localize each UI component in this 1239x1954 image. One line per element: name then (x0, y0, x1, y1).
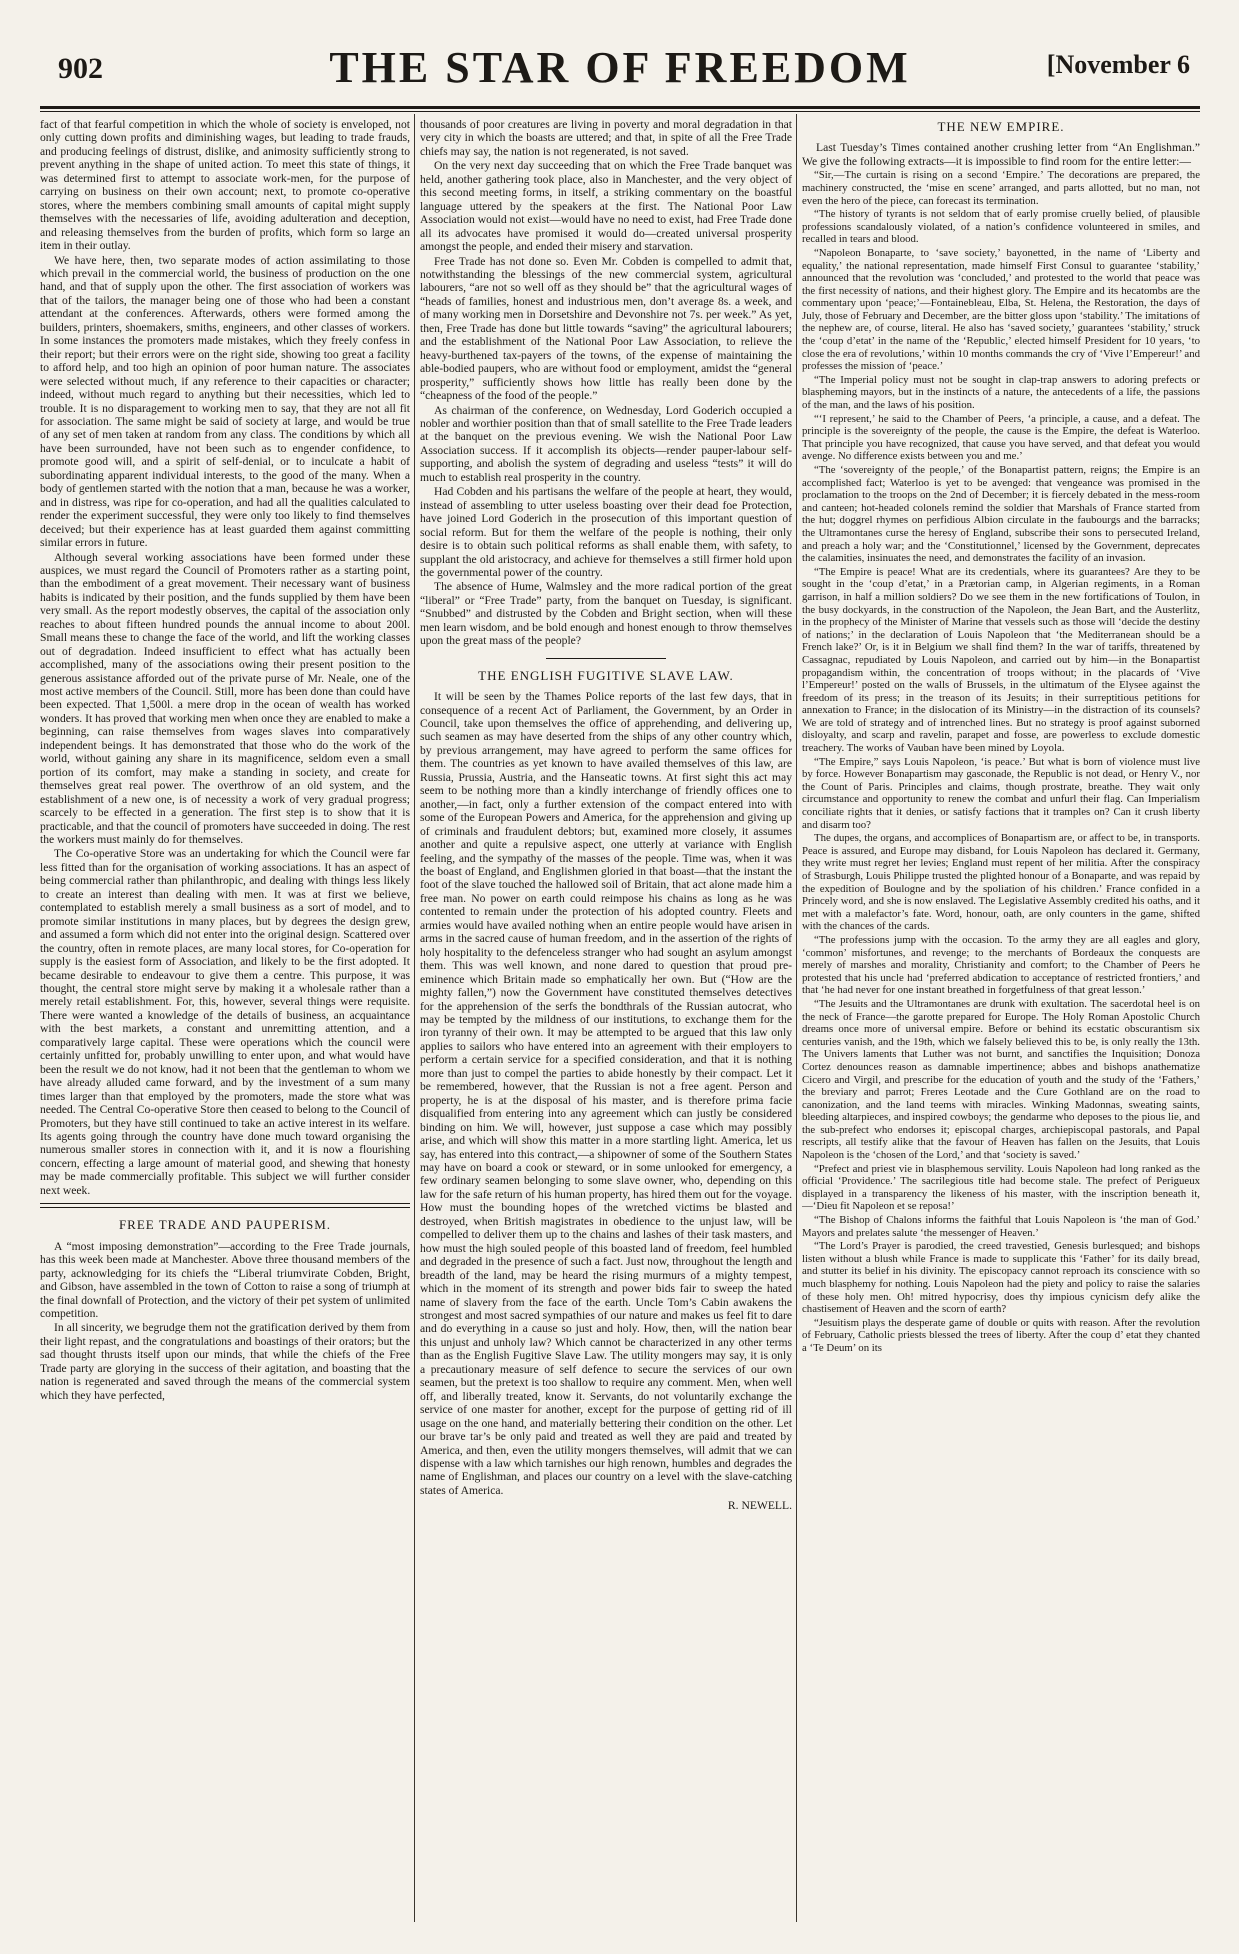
article-paragraph: The absence of Hume, Walmsley and the more radical portion of the great “liberal” or “Free Trade” party, from the banquet on Tuesday, is significant. “Snubbed” and distrusted by the Cobden and Bright section, when will these men learn wisdom, and be bold enough and honest enough to throw themselves upon the great mass of the people? (420, 580, 792, 648)
masthead-rule-thin (40, 111, 1200, 112)
article-intro: Last Tuesday’s Times contained another crushing letter from “An Englishman.” We give the following extracts—it is impossible to find room for the entire letter:— (802, 141, 1200, 168)
letter-paragraph: “The Empire,” says Louis Napoleon, ‘is peace.’ But what is born of violence must live by force. However Bonapartism may gasconade, the Republic is not dead, or Henry V., nor the Count of Paris. Principles and claims, though prostrate, breathe. They wait only circumstance and opportunity to renew the combat and unfurl their flag. Can Imperialism conciliate rights that it denies, or satisfy factions that it tramples on? Can it crush liberty and disarm too? (802, 755, 1200, 831)
letter-paragraph: “The professions jump with the occasion. To the army they are all eagles and glory, ‘common’ misfortunes, and revenge; to the merchants of Bordeaux the conquests are merely of marshes and morality, Christianity and comfort; to the Chamber of Peers he protested that his uncle had ‘preferred abdication to acceptance of restricted frontiers,’ and that ‘he had never for one instant breathed in forgetfulness of that great lesson.’ (802, 933, 1200, 997)
article-separator (40, 1203, 410, 1208)
letter-paragraph: “Sir,—The curtain is rising on a second ‘Empire.’ The decorations are prepared, the machinery constructed, the ‘mise en scene’ arranged, and parts allotted, but no man, not even the hero of the piece, can forecast its termination. (802, 169, 1200, 207)
newspaper-title: THE STAR OF FREEDOM (329, 43, 911, 92)
letter-paragraph: “Jesuitism plays the desperate game of double or quits with reason. After the revolution of February, Catholic priests blessed the trees of liberty. After the coup d’ etat they chanted a ‘Te Deum’ on its (802, 1316, 1200, 1354)
article-paragraph: Free Trade has not done so. Even Mr. Cobden is compelled to admit that, notwithstanding the blessings of the new commercial system, agricultural labourers, “are not so well off as they should be” that the agricultural wages of “heads of families, honest and industrious men, don’t average 8s. a week, and of many working men in Dorsetshire and Devonshire not 7s. per week.” As yet, then, Free Trade has done but little towards “saving” the agricultural labourers; and the establishment of the National Poor Law Association, to relieve the heavy-burthened tax-payers of the towns, of the expense of maintaining the able-bodied paupers, who are without food or employment, amidst the “general prosperity,” sufficiently shows how little has really been done by the “cheapness of the food of the people.” (420, 254, 792, 403)
article-paragraph: In all sincerity, we begrudge them not the gratification derived by them from their light repast, and the congratulations and boastings of their orators; but the sad thought thrusts itself upon our minds, that while the chiefs of the Free Trade party are glorying in the success of their agitation, and boasting that the nation is regenerated and saved through the means of the commercial system which they have perfected, (40, 1321, 410, 1402)
letter-paragraph: “The Imperial policy must not be sought in clap-trap answers to adoring prefects or blaspheming mayors, but in the instincts of a nature, the antecedents of a life, the passions of the man, and the laws of his position. (802, 373, 1200, 412)
letter-paragraph: “The ‘sovereignty of the people,’ of the Bonapartist pattern, reigns; the Empire is an accomplished fact; Waterloo is yet to be avenged: that vengeance was promised in the proclamation to the troops on the 2nd of December; it is fiercely debated in the mess-room and canteen; hot-headed colonels remind the soldier that Marshals of France started from the hut; doggrel rhymes on perfidious Albion circulate in the faubourgs and the barracks; the Ultramontanes curse the heresy of England, subscribe their sons to persecuted Ireland, and preach a holy war; and the ‘Constitutionnel,’ licensed by the Government, deprecates the calamities, insinuates the need, and demonstrates the facility of an invasion. (802, 464, 1200, 565)
page-number: 902 (58, 52, 103, 85)
letter-paragraph: “The history of tyrants is not seldom that of early promise cruelly belied, of plausible professions scandalously violated, of a nation’s confidence volunteered in smiles, and recalled in tears and blood. (802, 208, 1200, 246)
letter-paragraph: The dupes, the organs, and accomplices of Bonapartism are, or affect to be, in transports. Peace is assured, and Europe may disband, for Louis Napoleon has declared it. Germany, they write must regret her levies; England must repent of her militia. After the conspiracy of Strasburgh, Louis Philippe trusted the plighted honour of a Bonaparte, and was repaid by the expedition of Boulogne and by the spoliation of his children.’ France confided in a Princely word, and she is now enslaved. The Legislative Assembly credited his oaths, and it met with a malefactor’s fate. Word, honour, oath, are only counters in the game, shifted with the chances of the cards. (802, 832, 1200, 933)
letter-paragraph: “‘I represent,’ he said to the Chamber of Peers, ‘a principle, a cause, and a defeat. The principle is the sovereignty of the people, the cause is the Empire, the defeat is Waterloo. That principle you have recognized, that cause you have served, and that defeat you would avenge. No difference exists between you and me.’ (802, 412, 1200, 463)
column-divider-2 (796, 114, 797, 1922)
article-paragraph: Had Cobden and his partisans the welfare of the people at heart, they would, instead of assembling to utter useless boasting over their dead foe Protection, have joined Lord Goderich in the prosecution of this important question of social reform. But for them the welfare of the people is nothing, their only desire is to obtain such political reforms as shall enable them, with safety, to supplant the old aristocracy, and achieve for themselves a still firmer hold upon the governmental power of the country. (420, 485, 792, 579)
letter-paragraph: “Prefect and priest vie in blasphemous servility. Louis Napoleon had long ranked as the official ‘Providence.’ The sacrilegious title had become stale. The prefect of Perigueux displayed in a transparency the likeness of his master, with the inscription beneath it,—‘Dieu fit Napoleon et se reposa!’ (802, 1162, 1200, 1213)
article-paragraph: thousands of poor creatures are living in poverty and moral degradation in that very city in which the boasts are uttered; and that, in spite of all the Free Trade chiefs may say, the nation is not regenerated, is not saved. (420, 118, 792, 158)
article-paragraph: We have here, then, two separate modes of action assimilating to those which prevail in the commercial world, the business of production on the one hand, and that of supply upon the other. The first association of workers was that of the tailors, the manager being one of those who had been a constant attendant at the conferences. Afterwards, others were formed among the builders, printers, shoemakers, smiths, engineers, and other classes of workers. In some instances the promoters made mistakes, which they freely confess in their report; but their errors were on the right side, showing too great a facility to afford help, and too high an opinion of poor human nature. The associates were selected without much, if any reference to their capacities or character; indeed, without much regard to anything but their necessities, which led to trouble. It is no disparagement to working men to say, that they are not all fit for association. The same might be said of society at large, and would be true of any set of men taken at random from any class. The conditions by which all have been surrounded, have not been such as to engender confidence, to promote good will, and a spirit of self-denial, or to inculcate a habit of subordinating apparent individual interests, to the good of the many. When a body of gentlemen started with the notion that a man, because he was a worker, and in distress, was ripe for co-operation, and had all the qualities calculated to render the experiment successful, they were only too likely to find themselves deceived; but their experience has at least guarded them against committing similar errors in future. (40, 253, 410, 550)
article-separator (546, 658, 666, 659)
letter-paragraph: “The Bishop of Chalons informs the faithful that Louis Napoleon is ‘the man of God.’ Mayors and prelates salute ‘the messenger of Heaven.’ (802, 1214, 1200, 1239)
column-divider-1 (414, 114, 415, 1922)
article-paragraph: The Co-operative Store was an undertaking for which the Council were far less fitted than for the organisation of working associations. It has an aspect of being commercial rather than philanthropic, and dealing with things less likely to create an interest than dealing with men. It was at first we believe, contemplated to establish merely a small business as a sort of model, and to promote similar institutions in many places, but by degrees the design grew, and assumed a form which did not enter into the original design. Scattered over the country, often in remote places, are many local stores, for Co-operation for supply is the easiest form of Association, and likely to be the first adopted. It became desirable to endeavour to give them a centre. This purpose, it was thought, the central store might serve by making it a wholesale rather than a merely retail establishment. For, this, however, several things were requisite. There were wanted a knowledge of the details of business, an acquaintance with the best markets, a constant and unremitting attention, and a comparatively large capital. These were operations which the council were certainly unfitted for, probably unwilling to enter upon, and what would have been the result we do not know, had it not been that the gentleman to whom we have already alluded came forward, and by the investment of a sum many times larger than that employed by the promoters, made the store what was needed. The Central Co-operative Store then ceased to belong to the Council of Promoters, but they have still continued to take an active interest in its welfare. Its agents going through the country have done much toward organising the numerous smaller stores in connection with it, and it is now a flourishing concern, effecting a large amount of material good, and shewing that honesty may be made commercially profitable. This subject we will further consider next week. (40, 847, 410, 1197)
article-heading-new-empire: THE NEW EMPIRE. (937, 119, 1065, 134)
column-1 (40, 118, 410, 1918)
letter-paragraph: “Napoleon Bonaparte, to ‘save society,’ bayonetted, in the name of ‘Liberty and equality,’ the national representation, made himself First Consul to guarantee ‘stability,’ announced that the revolution was ‘concluded,’ and protested to the world that peace was the first necessity of nations, and their highest glory. The Empire and its hecatombs are the commentary upon ‘peace;’—Fontainebleau, Elba, St. Helena, the Restoration, the days of July, those of February and December, are the bitter gloss upon ‘stability.’ The imitations of the nephew are, of course, literal. He also has ‘saved society,’ guarantees ‘stability,’ struck the ‘coup d’etat’ in the name of the ‘Republic,’ elected himself President for 10 years, ‘to close the era of revolutions,’ within 10 months commands the cry of ‘Vive l’Empereur!’ and professes the mission of ‘peace.’ (802, 246, 1200, 373)
quoted-letter (802, 169, 1200, 1354)
article-paragraph: fact of that fearful competition in which the whole of society is enveloped, not only cutting down profits and diminishing wages, but leading to trade frauds, and producing feelings of distrust, dislike, and animosity sufficiently strong to prevent anything in the shape of united action. To meet this state of things, it was determined first to attempt to associate work-men, for the purpose of carrying on business on their own account; next, to promote co-operative stores, where the members combining small amounts of capital might supply themselves with the necessaries of life, avoiding adulteration and deception, and releasing themselves from the burden of profits, which form so large an item in their outlay. (40, 118, 410, 253)
letter-paragraph: “The Empire is peace! What are its credentials, where its guarantees? Are they to be sought in the ‘coup d’etat,’ in a Prætorian camp, in Algerian regiments, in a Roman garrison, in half a million soldiers? Do we see them in the new fortifications of Toulon, in the busy dockyards, in the construction of the Napoleon, the Jean Bart, and the Austerlitz, in the prophecy of the Minister of Marine that vessels such as those will ‘decide the destiny of nations;’ in the declaration of Louis Napoleon that ‘the Mediterranean should be a French lake?’ Or, is it in Belgium we shall find them? In the war of tariffs, threatened by Cassagnac, repudiated by Louis Napoleon, and carried out by him—in the Bonapartist propagandism within, the concentration of troops without; in the placards of ‘Vive l’Empereur!’ posted on the walls of Brussels, in the ultimatum of the Elysee against the freedom of its press; in the treason of its Jesuits; in their surreptitious petitions for annexation to France; in the dislocation of its Ministry—in the distraction of its counsels? We are told of strategy and of intrenched lines. But no strategy is proof against suborned disloyalty, and scarp and ravelin, parapet and fosse, are powerless to exclude domestic treachery. The works of Vauban have been mined by Loyola. (802, 565, 1200, 755)
masthead (40, 40, 1200, 102)
article-paragraph: As chairman of the conference, on Wednesday, Lord Goderich occupied a nobler and worthier position than that of small satellite to the Free Trade leaders at the banquet on the previous evening. We wish the National Poor Law Association success. If it accomplish its objects—render pauper-labour self-supporting, and abolish the system of degrading and useless “tests” it will do much to establish real prosperity in the country. (420, 403, 792, 484)
article-paragraph: It will be seen by the Thames Police reports of the last few days, that in consequence of a recent Act of Parliament, the Government, by an Order in Council, take upon themselves the office of apprehending, and delivering up, such seamen as may have deserted from the ships of any other country which, by previous arrangement, may have agreed to perform the same offices for them. The countries as yet known to have availed themselves of this law, are Russia, Prussia, Austria, and the Hanseatic towns. At first sight this act may seem to be nothing more than a kindly interchange of friendly offices one to another,—in fact, only a further extension of the compact entered into with some of the European Powers and America, for the apprehension and giving up of criminals and fraudulent debtors; but, examined more closely, it assumes another and quite a repulsive aspect, one utterly at variance with English feeling, and the sympathy of the masses of the people. Time was, when it was the boast of England, and Englishmen gloried in that boast—that the instant the foot of the slave touched the hallowed soil of Britain, that act alone made him a free man. No power on earth could reimpose his chains as long as he was contented to remain under the protection of his adopted country. Fleets and armies would have availed nothing when an entire people would have arisen in arms in the sacred cause of human freedom, and in the assertion of the rights of holy hospitality to the defenceless stranger who had sought an asylum amongst them. This was well known, and none dared to question that proud pre-eminence which Britain made so emphatically her own. But (“How are the mighty fallen,”) now the Government have constituted themselves detectives for the apprehension of the serfs the bondthrals of the Russian autocrat, who may be tempted by the mildness of our institutions, to exchange them for the iron tyranny of their own. It may be attempted to be argued that this law only applies to sailors who have entered into an agreement with their employers to perform a certain service for a specified consideration, and that it is nothing more than just to compel the parties to abide honestly by their compact. Let it be remembered, however, that the Russian is not a free agent. Person and property, he is at the disposal of his master, and is therefore prima facie disqualified from entering into any agreement which can justly be considered binding on him. We will, however, just suppose a case which may possibly arise, and which will show this matter in a more startling light. America, let us say, has entered into this contract,—a shipowner of some of the Southern States may have on board a cook or steward, or in some unlooked for emergency, a few ordinary seamen belonging to some slave owner, who, depending on this law for the safe return of his human property, has hired them out for the voyage. How must the bounding hopes of the wretched victims be blasted and destroyed, when British magistrates in obedience to the unjust law, will be compelled to deliver them up to the chains and lashes of their task masters, and how must the high souled people of this boasted land of freedom, feel humbled and degraded in the presence of such a fact. Just now, throughout the length and breadth of the land, may be heard the rising murmurs of a mighty tempest, which in the moment of its strength and power bids fair to sweep the hated name of slavery from the face of the earth. Uncle Tom’s Cabin awakens the strongest and most sacred sympathies of our nature and makes us feel fit to dare and do everything in a cause so just and holy. How, then, will the nation bear this unjust and unholy law? Which cannot be characterized in any other terms than as the English Fugitive Slave Law. The utility mongers may say, it is only a precautionary measure of self defence to secure the services of our own seamen, but the pretext is too shallow to require any comment. Men, when well off, and liberally treated, know it. Servants, do not voluntarily exchange the service of one master for another, except for the purpose of getting rid of ill usage on the one hand, and materially bettering their condition on the other. Let our brave tar’s be only paid and treated as well they are paid and treated by America, and then, even the utility mongers themselves, will admit that we can dispense with a law which tarnishes our high renown, humbles and degrades the name of Englishman, and places our country on a level with the slave-catching states of America. (420, 690, 792, 1497)
letter-paragraph: “The Lord’s Prayer is parodied, the creed travestied, Genesis burlesqued; and bishops listen without a blush while France is made to supplicate this ‘Father’ for its daily bread, and stutter its belief in his divinity. The episcopacy cannot reproach its conscience with so much blasphemy for nothing. Louis Napoleon had the piety and policy to raise the salaries of these holy men. Oh! mitred hypocrisy, does thy impious cynicism defy alike the chastisement of Heaven and the scorn of earth? (802, 1240, 1200, 1316)
issue-date: [November 6 (1046, 50, 1190, 79)
masthead-rule (40, 106, 1200, 109)
letter-paragraph: “The Jesuits and the Ultramontanes are drunk with exultation. The sacerdotal heel is on the neck of France—the garotte prepared for Europe. The Holy Roman Apostolic Church dreams once more of universal empire. Before or behind its ecstatic obscurantism six centuries vanish, and the 19th, which we falsely believed this to be, is only really the 13th. The Univers laments that Luther was not burnt, and sanctifies the Inquisition; Donoza Cortez denounces reason as damnable impertinence; abbes and bishops anathematize Cicero and Virgil, and prescribe for the education of youth and the study of the ‘Fathers,’ the breviary and parrot; Freres Leotade and the Cure Gothland are on the road to canonization, and the land teems with miracles. Winking Madonnas, sweating saints, bleeding altarpieces, and inspired cowboys; the gendarme who deposes to the pious lie, and the sub-prefect who endorses it; episcopal charges, archiepiscopal pastorals, and Papal rescripts, all testify alike that the favour of Heaven has fallen on the Jesuits, that Louis Napoleon is the ‘chosen of the Lord,’ and that ‘society is saved.’ (802, 997, 1200, 1162)
article-paragraph: A “most imposing demonstration”—according to the Free Trade journals, has this week been made at Manchester. Above three thousand members of the party, acknowledging for its chiefs the “Liberal triumvirate Cobden, Bright, and Gibson, have assembled in the town of Cotton to raise a song of triumph at the final downfall of Protection, and the victory of their pet system of unlimited competition. (40, 1239, 410, 1320)
article-heading-free-trade: FREE TRADE AND PAUPERISM. (118, 1217, 332, 1233)
column-2 (420, 118, 792, 1918)
article-heading-slave-law: THE ENGLISH FUGITIVE SLAVE LAW. (478, 667, 734, 683)
article-signature: R. NEWELL. (727, 1499, 792, 1513)
article-paragraph: On the very next day succeeding that on which the Free Trade banquet was held, another gathering took place, also in Manchester, and the very object of this second meeting forms, in itself, a striking commentary on the boastful language uttered by the speakers at the first. The National Poor Law Association would not exist—would have no need to exist, had Free Trade done all its advocates have promised it would do—created universal prosperity amongst the people, and ended their misery and starvation. (420, 159, 792, 254)
column-3 (802, 118, 1200, 1918)
article-paragraph: Although several working associations have been formed under these auspices, we must regard the Council of Promoters rather as a starting point, than the embodiment of a great movement. Their necessary want of business habits is indicated by their position, and the funds supplied by them have been very small. As the report modestly observes, the capital of the association only reaches to about fifteen hundred pounds the annual income to about 200l. Small means these to change the face of the world, and lift the working classes out of degradation. Indeed insufficient to effect what has actually been accomplished, many of the associations owing their present position to the generous assistance afforded out of the private purse of Mr. Neale, one of the most active members of the Council. Still, more has been done than could have been expected. That 1,500l. a mere drop in the ocean of wealth has worked wonders. It has proved that working men when once they are enabled to make a beginning, can raise themselves from wages slaves into comparatively independent beings. It has demonstrated that those who do the work of the world, without gaining any share in its magnificence, seldom even a small portion of its comfort, may make a standing in society, and create for themselves great real power. The overthrow of an old system, and the establishment of a new one, is of necessity a work of very gradual progress; scarcely to be effected in a generation. The first step is to show that it is practicable, and that the council of promoters have succeeded in doing. The rest the workers must mainly do for themselves. (40, 550, 410, 847)
